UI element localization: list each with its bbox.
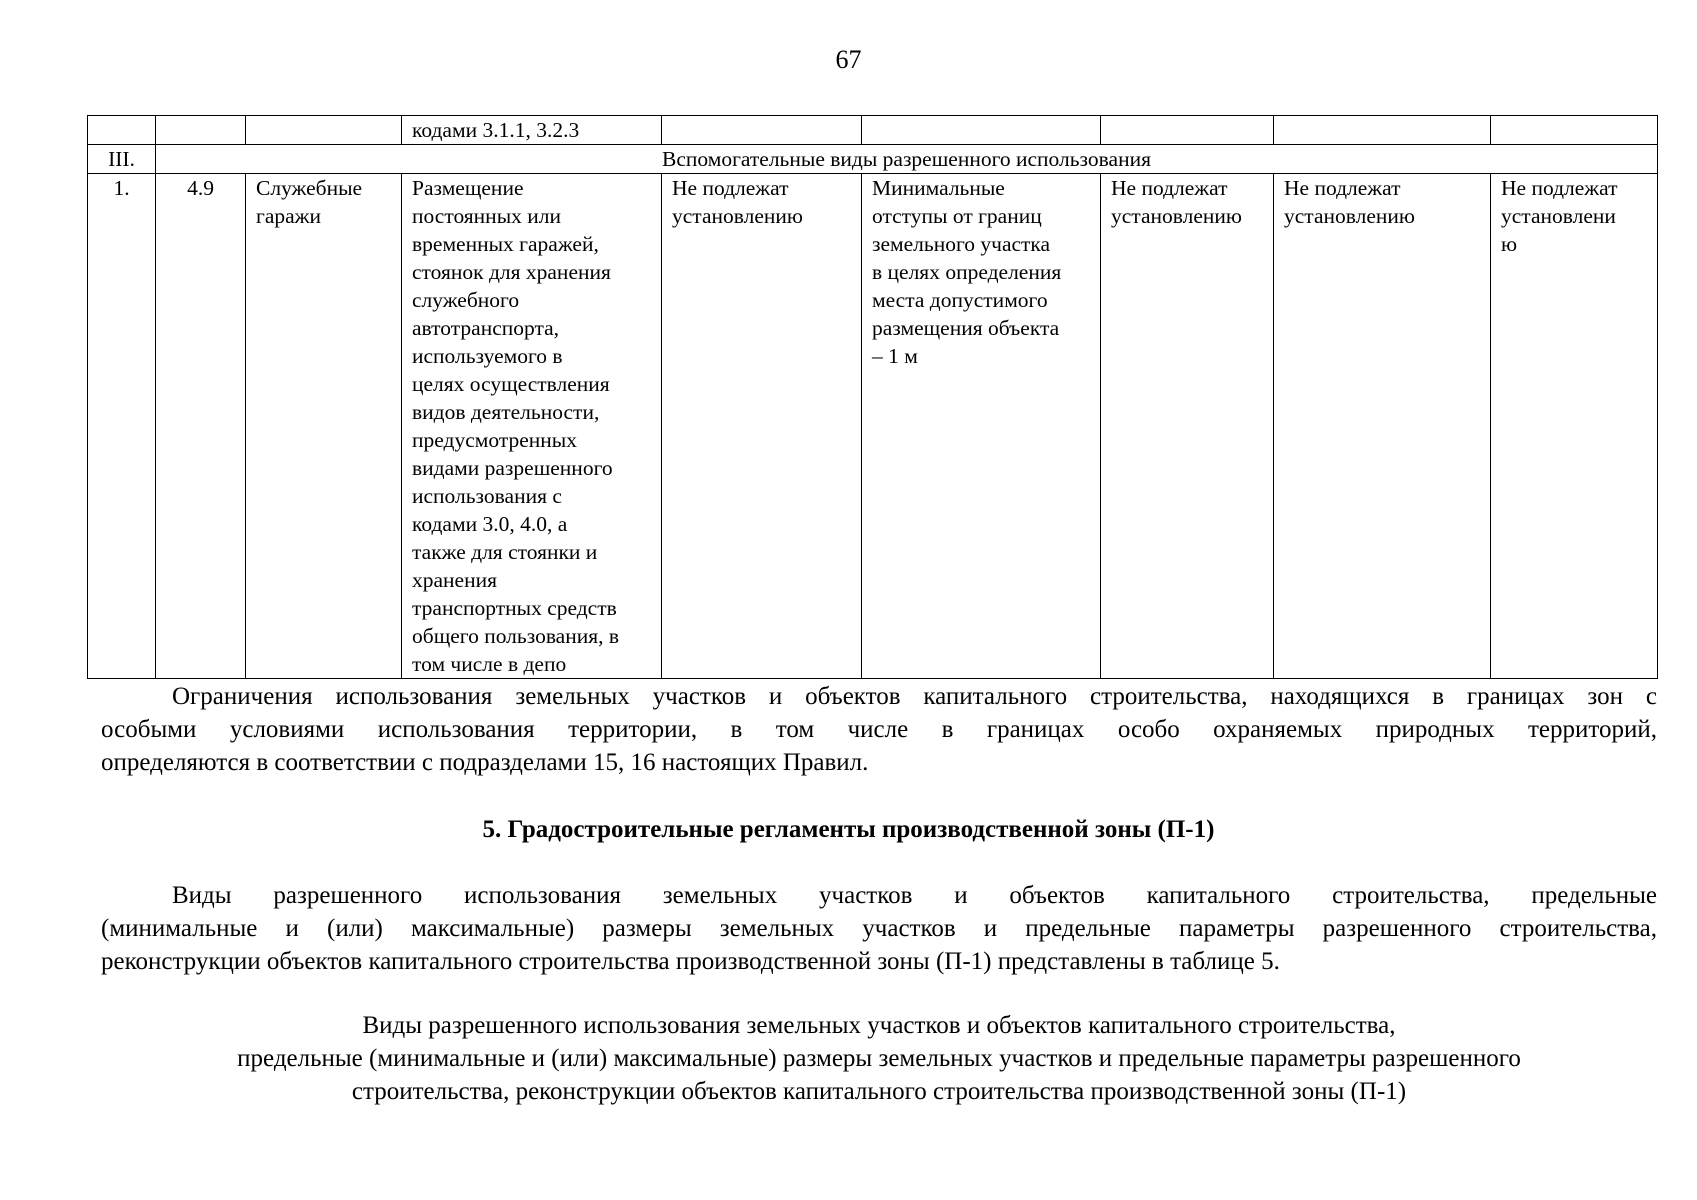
cell-line: Размещение: [412, 176, 524, 200]
cell-line: установлению: [672, 204, 803, 228]
cell-line: установлению: [1284, 204, 1415, 228]
table-cell-continuation-text: кодами 3.1.1, 3.2.3: [402, 116, 662, 145]
cell-line: места допустимого: [872, 288, 1048, 312]
cell-line: кодами 3.0, 4.0, а: [412, 512, 568, 536]
table-cell: [1101, 116, 1274, 145]
table-caption: [101, 1009, 1657, 1108]
cell-line: целях осуществления: [412, 372, 610, 396]
row-name: [246, 174, 402, 679]
cell-line: общего пользования, в: [412, 624, 620, 648]
section-title: Вспомогательные виды разрешенного использования: [156, 145, 1658, 174]
cell-line: земельного участка: [872, 232, 1051, 256]
cell-line: установлению: [1111, 204, 1242, 228]
paragraph-line: (минимальные и (или) максимальные) размеры земельных участков и предельные параметры разрешенного строительства,: [101, 915, 1657, 942]
cell-line: Не подлежат: [1284, 176, 1401, 200]
caption-line: строительства, реконструкции объектов капитального строительства производственной зоны (П-1): [351, 1078, 1407, 1105]
row-description: [402, 174, 662, 679]
caption-line: Виды разрешенного использования земельных участков и объектов капитального строительства,: [362, 1012, 1396, 1039]
paragraph-line: реконструкции объектов капитального строительства производственной зоны (П-1) представлены в таблице 5.: [101, 948, 1280, 975]
cell-line: отступы от границ: [872, 204, 1042, 228]
cell-line: видов деятельности,: [412, 400, 600, 424]
cell-line: также для стоянки и: [412, 540, 598, 564]
cell-line: используемого в: [412, 344, 563, 368]
paragraph-line: Ограничения использования земельных участков и объектов капитального строительства, находящихся в границах зон с: [172, 683, 1657, 710]
cell-line: видами разрешенного: [412, 456, 613, 480]
row-col5: [662, 174, 862, 679]
paragraph-line: Виды разрешенного использования земельных участков и объектов капитального строительства, предельные: [172, 882, 1657, 909]
cell-line: гаражи: [256, 204, 322, 228]
cell-line: Не подлежат: [672, 176, 789, 200]
section-heading: 5. Градостроительные регламенты производственной зоны (П-1): [482, 816, 1215, 843]
table-row-continuation: [88, 116, 1658, 145]
table-cell: [862, 116, 1101, 145]
table-cell: [662, 116, 862, 145]
cell-line: Минимальные: [872, 176, 1005, 200]
cell-line: – 1 м: [872, 344, 918, 368]
table-cell: [1274, 116, 1491, 145]
section-number: III.: [88, 145, 156, 174]
table-cell: [88, 116, 156, 145]
page-number: 67: [835, 45, 862, 74]
cell-line: Служебные: [256, 176, 363, 200]
row-number: 1.: [88, 174, 156, 679]
regulations-table: [87, 115, 1658, 679]
cell-line: использования с: [412, 484, 562, 508]
row-col9: [1491, 174, 1658, 679]
paragraph-line: определяются в соответствии с подразделами 15, 16 настоящих Правил.: [101, 749, 869, 776]
cell-line: ю: [1501, 232, 1518, 256]
cell-line: хранения: [412, 568, 497, 592]
cell-line: установлени: [1501, 204, 1616, 228]
cell-line: служебного: [412, 288, 520, 312]
cell-line: предусмотренных: [412, 428, 577, 452]
row-code: 4.9: [156, 174, 246, 679]
table-row: [88, 174, 1658, 679]
cell-line: Не подлежат: [1111, 176, 1228, 200]
table-row-section: [88, 145, 1658, 174]
cell-line: размещения объекта: [872, 316, 1060, 340]
row-col7: [1101, 174, 1274, 679]
table-cell: [156, 116, 246, 145]
restrictions-paragraph: [101, 680, 1657, 779]
row-col8: [1274, 174, 1491, 679]
caption-line: предельные (минимальные и (или) максимальные) размеры земельных участков и предельные параметры разрешенного: [237, 1045, 1521, 1072]
intro-paragraph: [101, 879, 1657, 978]
cell-line: стоянок для хранения: [412, 260, 611, 284]
paragraph-line: особыми условиями использования территории, в том числе в границах особо охраняемых природных территорий,: [101, 716, 1657, 743]
cell-line: том числе в депо: [412, 652, 567, 676]
table-cell: [246, 116, 402, 145]
cell-line: Не подлежат: [1501, 176, 1618, 200]
cell-line: транспортных средств: [412, 596, 617, 620]
table-cell: [1491, 116, 1658, 145]
row-col6: [862, 174, 1101, 679]
cell-line: автотранспорта,: [412, 316, 560, 340]
cell-line: в целях определения: [872, 260, 1062, 284]
cell-line: временных гаражей,: [412, 232, 599, 256]
cell-line: постоянных или: [412, 204, 561, 228]
